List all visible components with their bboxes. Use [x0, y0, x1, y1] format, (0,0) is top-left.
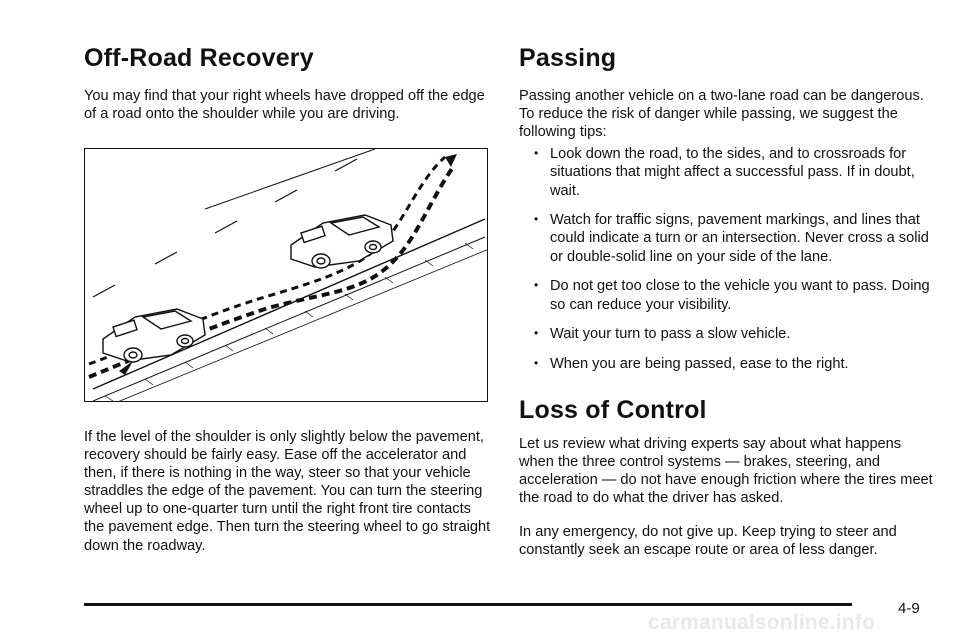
loss-of-control-paragraph-2: In any emergency, do not give up. Keep trying to steer and constantly seek an escape route or area of less danger.: [519, 524, 897, 559]
bullet-icon: •: [534, 212, 539, 227]
page-number: 4-9: [898, 600, 920, 617]
path-arrowhead: [445, 154, 457, 167]
truck-icon-front: [291, 215, 393, 268]
bullet-icon: •: [534, 278, 539, 293]
truck-icon-rear: [103, 309, 205, 362]
tip-text: Wait your turn to pass a slow vehicle.: [550, 326, 791, 343]
list-item: [519, 355, 934, 373]
off-road-intro-paragraph: You may find that your right wheels have dropped off the edge of a road onto the shoulder while you are driving.: [84, 88, 485, 123]
section-heading-off-road-recovery: Off-Road Recovery: [84, 44, 314, 72]
loss-of-control-paragraph-1: Let us review what driving experts say about what happens when the three control systems — brakes, steering, and acceleration — do not have enough friction where the tires meet the road to do what the driver has asked.: [519, 436, 933, 507]
bullet-icon: •: [534, 355, 539, 370]
list-item: [519, 145, 934, 200]
road-illustration: [85, 149, 488, 402]
tip-text: Watch for traffic signs, pavement markings, and lines that could indicate a turn or an intersection. Never cross a solid or double-solid line on your side of the lane.: [550, 212, 929, 265]
watermark-text: carmanualsonline.info: [648, 611, 876, 634]
section-heading-passing: Passing: [519, 44, 617, 72]
tip-text: When you are being passed, ease to the right.: [550, 355, 849, 372]
far-edge-line: [205, 149, 375, 209]
footer-rule: [84, 603, 852, 606]
off-road-recovery-illustration: [84, 148, 488, 402]
bullet-icon: •: [534, 146, 539, 160]
list-item: [519, 211, 934, 266]
passing-intro-paragraph: Passing another vehicle on a two-lane road can be dangerous. To reduce the risk of danger while passing, we suggest the following tips:: [519, 88, 924, 141]
list-item: [519, 277, 934, 314]
bullet-icon: •: [534, 326, 539, 341]
passing-tips-list: [519, 145, 934, 384]
tip-text: Do not get too close to the vehicle you want to pass. Doing so can reduce your visibility.: [550, 278, 930, 313]
section-heading-loss-of-control: Loss of Control: [519, 396, 707, 424]
tip-text: Look down the road, to the sides, and to crossroads for situations that might affect a successful pass. If in doubt, wait.: [550, 146, 915, 199]
list-item: [519, 325, 934, 343]
off-road-body-paragraph: If the level of the shoulder is only slightly below the pavement, recovery should be fairly easy. Ease off the accelerator and then, if there is nothing in the way, steer so that your vehicle straddles the edge of the pavement. You can turn the steering wheel up to one-quarter turn until the right front tire contacts the pavement edge. Then turn the steering wheel to go straight down the roadway.: [84, 429, 491, 554]
